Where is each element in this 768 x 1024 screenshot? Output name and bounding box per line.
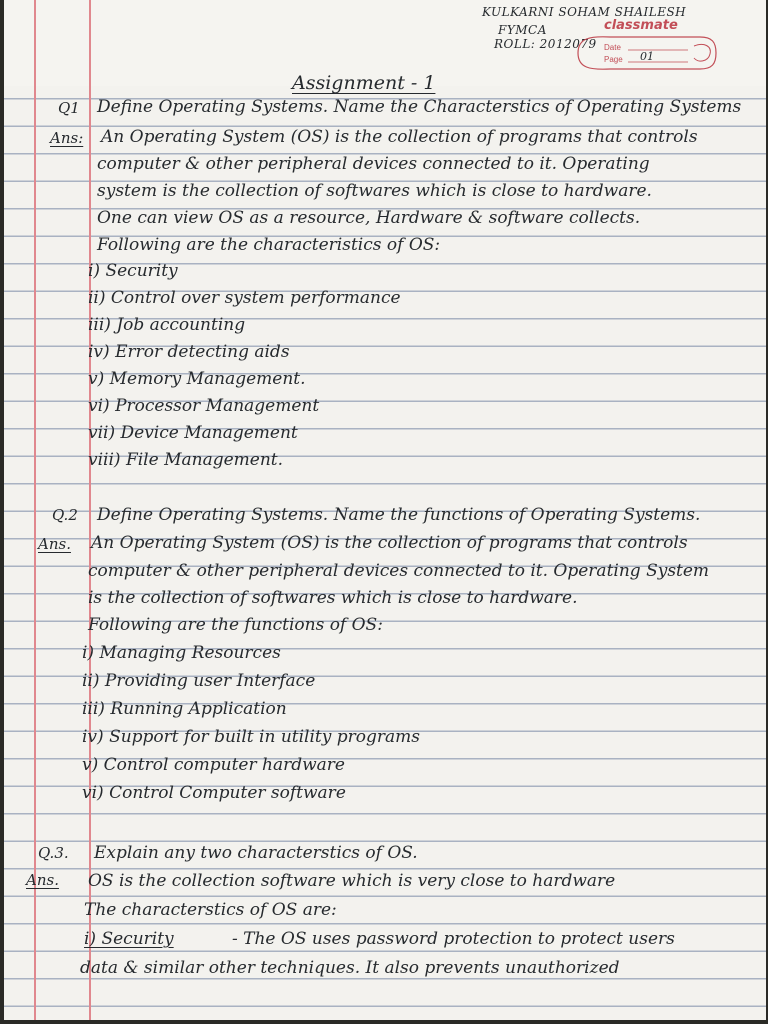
q2-item-1: i) Managing Resources <box>82 643 281 663</box>
assignment-title: Assignment - 1 <box>292 72 436 94</box>
q2-item-2: ii) Providing user Interface <box>82 671 316 691</box>
q1-item-8: viii) File Management. <box>88 450 284 470</box>
student-roll: ROLL: 2012079 <box>494 37 597 51</box>
q1-answer-line-4: One can view OS as a resource, Hardware & software collects. <box>97 208 641 228</box>
margin-line-inner <box>89 0 91 1020</box>
q1-question: Define Operating Systems. Name the Characterstics of Operating Systems <box>97 97 742 117</box>
student-name: KULKARNI SOHAM SHAILESH <box>482 5 687 19</box>
q2-item-5: v) Control computer hardware <box>82 755 345 775</box>
q1-item-5: v) Memory Management. <box>88 369 306 389</box>
q3-point-text: - The OS uses password protection to protect users <box>232 929 675 949</box>
q1-item-3: iii) Job accounting <box>88 315 246 335</box>
q1-item-6: vi) Processor Management <box>88 396 320 416</box>
q3-answer-line-2: The characterstics of OS are: <box>84 900 337 920</box>
q2-answer-line-1: An Operating System (OS) is the collection of programs that controls <box>91 533 688 553</box>
q2-item-6: vi) Control Computer software <box>82 783 346 803</box>
q1-ans-label: Ans: <box>50 129 84 147</box>
page-number: 01 <box>640 50 654 63</box>
margin-line-outer <box>34 0 36 1020</box>
q1-item-1: i) Security <box>88 261 178 281</box>
q1-answer-line-3: system is the collection of softwares which is close to hardware. <box>97 181 652 201</box>
q1-item-4: iv) Error detecting aids <box>88 342 290 362</box>
q2-answer-line-3: is the collection of softwares which is close to hardware. <box>88 588 578 608</box>
q1-answer-line-5: Following are the characteristics of OS: <box>97 235 441 255</box>
q2-question: Define Operating Systems. Name the functions of Operating Systems. <box>97 505 701 525</box>
q3-label: Q.3. <box>38 844 69 862</box>
q1-item-7: vii) Device Management <box>88 423 298 443</box>
q1-item-2: ii) Control over system performance <box>88 288 401 308</box>
date-label: Date <box>604 43 621 52</box>
page-label: Page <box>604 55 623 64</box>
notebook-page <box>4 0 766 1020</box>
q2-answer-line-2: computer & other peripheral devices connected to it. Operating System <box>88 561 710 581</box>
q3-answer-line-1: OS is the collection software which is very close to hardware <box>88 871 616 891</box>
q2-label: Q.2 <box>52 506 78 524</box>
q1-answer-line-2: computer & other peripheral devices connected to it. Operating <box>97 154 650 174</box>
q3-question: Explain any two characterstics of OS. <box>94 843 418 863</box>
brand-logo: classmate <box>604 18 678 33</box>
q3-ans-label: Ans. <box>26 871 59 889</box>
q1-answer-line-1: An Operating System (OS) is the collection of programs that controls <box>101 127 698 147</box>
q2-item-3: iii) Running Application <box>82 699 287 719</box>
student-course: FYMCA <box>498 23 547 37</box>
q3-last-line: data & similar other techniques. It also prevents unauthorized <box>80 958 620 978</box>
q1-label: Q1 <box>58 99 80 117</box>
q2-answer-line-4: Following are the functions of OS: <box>88 615 383 635</box>
q3-point-term: i) Security <box>84 929 174 949</box>
q2-ans-label: Ans. <box>38 535 71 553</box>
q2-item-4: iv) Support for built in utility programs <box>82 727 420 747</box>
